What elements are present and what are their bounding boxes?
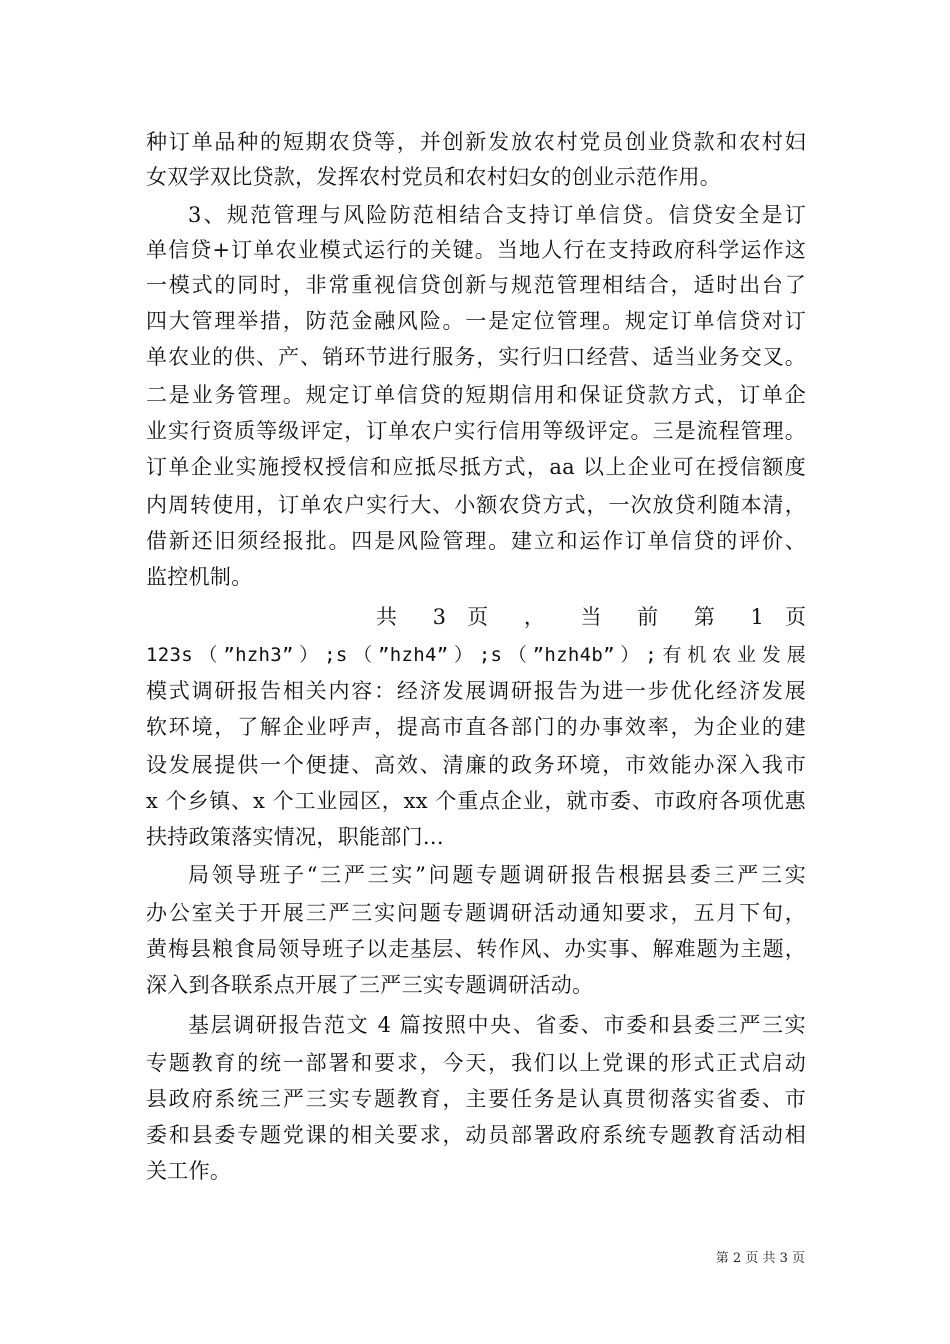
- paragraph-2-line-9: 内周转使用，订单农户实行大、小额农贷方式，一次放贷利随本清，: [146, 493, 806, 517]
- paragraph-2-line-1: 3、规范管理与风险防范相结合支持订单信贷。信贷安全是订: [188, 203, 806, 227]
- paragraph-2-line-11: 监控机制。: [146, 565, 253, 589]
- paragraph-4-line-1: 局领导班子“三严三实”问题专题调研报告根据县委三严三实: [188, 863, 806, 887]
- paragraph-3-line-4: 设发展提供一个便捷、高效、清廉的政务环境，市效能办深入我市: [146, 753, 806, 777]
- paragraph-2-line-2: 单信贷+订单农业模式运行的关键。当地人行在支持政府科学运作这: [146, 238, 806, 262]
- paragraph-3-line-5: x 个乡镇、x 个工业园区，xx 个重点企业，就市委、市政府各项优惠: [146, 789, 806, 813]
- paragraph-3-line-3: 软环境，了解企业呼声，提高市直各部门的办事效率，为企业的建: [146, 715, 806, 739]
- paragraph-5-line-4: 委和县委专题党课的相关要求，动员部署政府系统专题教育活动相: [146, 1123, 806, 1147]
- paragraph-2-line-5: 单农业的供、产、销环节进行服务，实行归口经营、适当业务交叉。: [146, 345, 806, 369]
- paragraph-1-line-1: 种订单品种的短期农贷等，并创新发放农村党员创业贷款和农村妇: [146, 130, 806, 154]
- paragraph-1-line-2: 女双学双比贷款，发挥农村党员和农村妇女的创业示范作用。: [146, 165, 722, 189]
- page-counter-text: 共 3 页 ， 当 前 第 1 页: [376, 605, 806, 629]
- paragraph-2-line-7: 业实行资质等级评定，订单农户实行信用等级评定。三是流程管理。: [146, 419, 806, 443]
- paragraph-5-line-5: 关工作。: [146, 1159, 232, 1183]
- page-footer: 第 2 页 共 3 页: [715, 1251, 805, 1266]
- paragraph-2-line-4: 四大管理举措，防范金融风险。一是定位管理。规定订单信贷对订: [146, 309, 806, 333]
- paragraph-3-line-2: 模式调研报告相关内容：经济发展调研报告为进一步优化经济发展: [146, 679, 806, 703]
- paragraph-4-line-3: 黄梅县粮食局领导班子以走基层、转作风、办实事、解难题为主题，: [146, 937, 806, 961]
- paragraph-5-line-2: 专题教育的统一部署和要求，今天，我们以上党课的形式正式启动: [146, 1051, 806, 1075]
- paragraph-5-line-3: 县政府系统三严三实专题教育，主要任务是认真贯彻落实省委、市: [146, 1087, 806, 1111]
- paragraph-2-line-10: 借新还旧须经报批。四是风险管理。建立和运作订单信贷的评价、: [146, 529, 806, 553]
- paragraph-2-line-6: 二是业务管理。规定订单信贷的短期信用和保证贷款方式，订单企: [146, 383, 806, 407]
- paragraph-5-line-1: 基层调研报告范文 4 篇按照中央、省委、市委和县委三严三实: [188, 1013, 806, 1037]
- paragraph-2-line-3: 一模式的同时，非常重视信贷创新与规范管理相结合，适时出台了: [146, 273, 806, 297]
- paragraph-3-line-6: 扶持政策落实情况，职能部门...: [146, 825, 444, 849]
- paragraph-2-line-8: 订单企业实施授权授信和应抵尽抵方式，aa 以上企业可在授信额度: [146, 455, 806, 479]
- paragraph-4-line-4: 深入到各联系点开展了三严三实专题调研活动。: [146, 973, 594, 997]
- paragraph-3-line-1: 123s（”hzh3”）;s（”hzh4”）;s（”hzh4b”）;有机农业发展: [146, 644, 806, 666]
- paragraph-4-line-2: 办公室关于开展三严三实问题专题调研活动通知要求，五月下旬，: [146, 901, 806, 925]
